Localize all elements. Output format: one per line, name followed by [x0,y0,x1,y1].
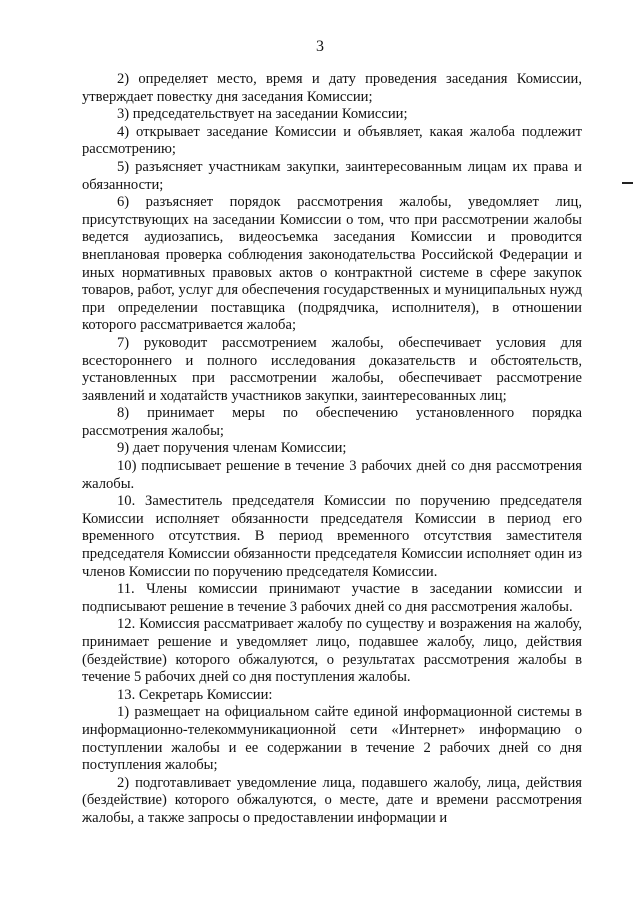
document-body [82,71,582,828]
paragraph-section-10: 10. Заместитель председателя Комиссии по поручению председателя Комиссии исполняет обязанности председателя Комиссии в период его временного отсутствия. В период временного отсутствия заместителя председателя Комиссии обязанности председателя Комиссии исполняет один из членов Комиссии по поручению председателя Комиссии. [82,493,582,580]
paragraph-item-5: 5) разъясняет участникам закупки, заинтересованным лицам их права и обязанности; [82,158,582,193]
paragraph-section-12: 12. Комиссия рассматривает жалобу по существу и возражения на жалобу, принимает решение и уведомляет лицо, подавшее жалобу, лицо, действия (бездействие) которого обжалуются, о результатах рассмотрения жалобы в течение 5 рабочих дней со дня поступления жалобы. [82,616,582,686]
paragraph-item-7: 7) руководит рассмотрением жалобы, обеспечивает условия для всестороннего и полного исследования доказательств и обстоятельств, установленных при рассмотрении жалобы, обеспечивает рассмотрение заявлений и ходатайств участников закупки, заинтересованных лиц; [82,334,582,404]
paragraph-item-3: 3) председательствует на заседании Комиссии; [117,106,408,123]
paragraph-section-13-item-2: 2) подготавливает уведомление лица, подавшего жалобу, лица, действия (бездействие) которого обжалуются, о месте, дате и времени рассмотрения жалобы, а также запросы о предоставлении информации и [82,774,582,826]
paragraph-item-4: 4) открывает заседание Комиссии и объявляет, какая жалоба подлежит рассмотрению; [82,123,582,158]
paragraph-section-13-item-1: 1) размещает на официальном сайте единой информационной системы в информационно-телекоммуникационной сети «Интернет» информацию о поступлении жалобы и ее содержании в течение 2 рабочих дней со дня поступления жалобы; [82,704,582,774]
paragraph-section-11: 11. Члены комиссии принимают участие в заседании комиссии и подписывают решение в течение 3 рабочих дней со дня рассмотрения жалобы. [82,581,582,615]
paragraph-item-2: 2) определяет место, время и дату проведения заседания Комиссии, утверждает повестку дня заседания Комиссии; [82,71,582,105]
paragraph-item-6: 6) разъясняет порядок рассмотрения жалобы, уведомляет лиц, присутствующих на заседании Комиссии о том, что при рассмотрении жалобы ведется аудиозапись, видеосъемка заседания Комиссии и проводится внеплановая проверка соблюдения законодательства Российской Федерации и иных нормативных правовых актов о контрактной системе в сфере закупок товаров, работ, услуг для обеспечения государственных и муниципальных нужд при определении поставщика (подрядчика, исполнителя), в отношении которого рассматривается жалоба; [82,194,582,334]
paragraph-item-10: 10) подписывает решение в течение 3 рабочих дней со дня рассмотрения жалобы. [82,458,582,492]
paragraph-item-8: 8) принимает меры по обеспечению установленного порядка рассмотрения жалобы; [82,405,582,439]
paragraph-section-13-heading: 13. Секретарь Комиссии: [117,686,273,703]
paragraph-item-9: 9) дает поручения членам Комиссии; [117,440,347,457]
page-number: 3 [316,38,324,55]
scan-edge-mark [622,182,633,184]
